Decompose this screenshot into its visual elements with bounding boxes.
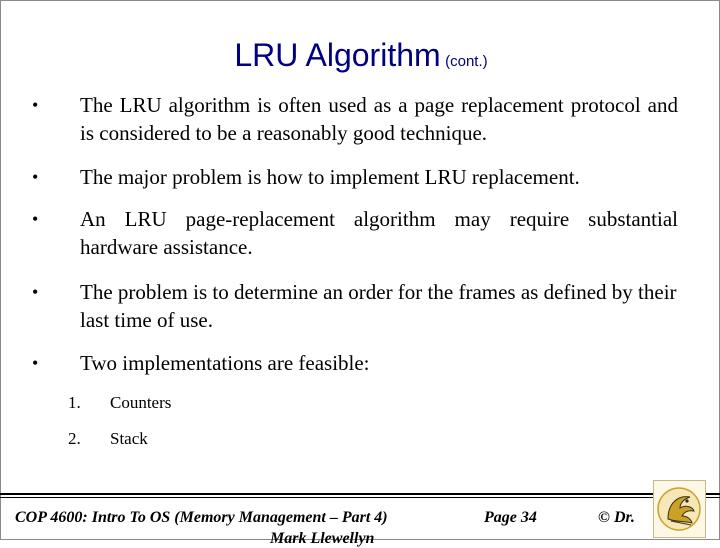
bullet-dot: •: [32, 282, 39, 302]
university-logo-icon: [653, 480, 706, 538]
footer-copyright: © Dr.: [598, 509, 635, 526]
bullet-dot: •: [32, 95, 39, 115]
bullet-text: An LRU page-replacement algorithm may require substantial hardware assistance.: [80, 207, 678, 259]
footer-divider: [0, 493, 720, 495]
bullet-text: The LRU algorithm is often used as a page replacement protocol and is considered to be a reasonably good technique.: [80, 93, 678, 145]
footer-author: Mark Llewellyn: [270, 530, 375, 547]
sub-list-label: Stack: [110, 429, 148, 448]
slide-title: [1, 37, 720, 74]
sub-list-number: 1.: [68, 393, 81, 412]
sub-list-label: Counters: [110, 393, 172, 412]
bullet-text: The major problem is how to implement LRU replacement.: [80, 165, 580, 189]
bullet-dot: •: [32, 209, 39, 229]
sub-list-number: 2.: [68, 429, 81, 448]
slide-title-sub: (cont.): [445, 53, 488, 70]
bullet-dot: •: [32, 353, 39, 373]
bullet-dot: •: [32, 167, 39, 187]
slide-title-main: LRU Algorithm: [234, 37, 441, 73]
footer-page-number: Page 34: [484, 509, 537, 526]
bullet-text: The problem is to determine an order for the frames as defined by their last time of use.: [80, 280, 677, 332]
bullet-text: Two implementations are feasible:: [80, 351, 370, 375]
footer-divider-thin: [0, 497, 720, 498]
footer-course: COP 4600: Intro To OS (Memory Management – Part 4): [15, 509, 388, 526]
